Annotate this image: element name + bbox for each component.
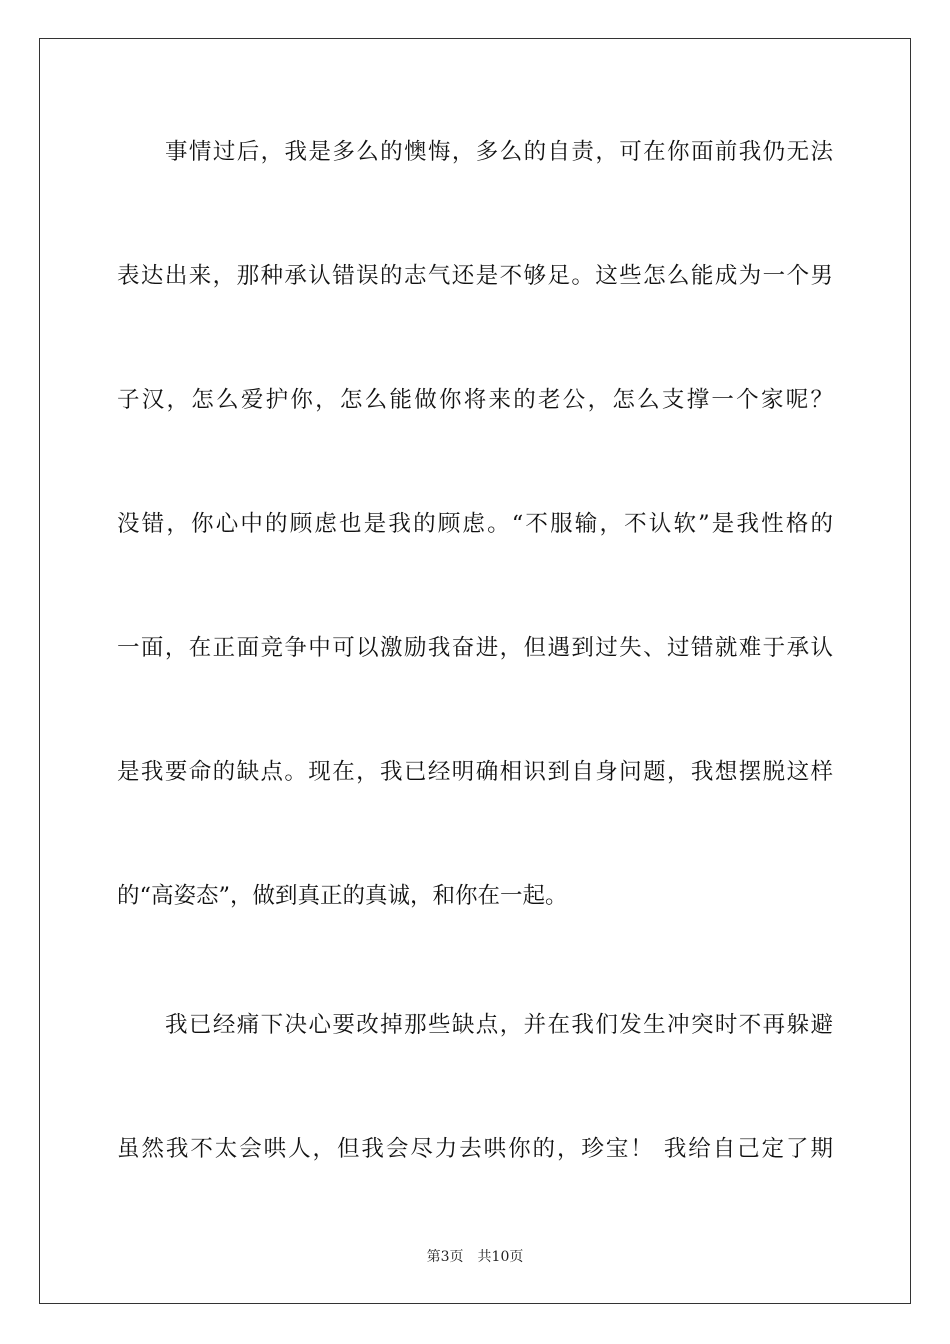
page-border [39,38,911,1304]
paragraph-1-line-1: 事情过后，我是多么的懊悔，多么的自责，可在你面前我仍无法 [165,139,833,165]
paragraph-1-line-2: 表达出来，那种承认错误的志气还是不够足。这些怎么能成为一个男 [117,263,833,289]
paragraph-2-line-1: 我已经痛下决心要改掉那些缺点，并在我们发生冲突时不再躲避 [165,1012,833,1038]
paragraph-1-line-4: 没错，你心中的顾虑也是我的顾虑。“不服输，不认软”是我性格的 [117,511,833,537]
page-number-footer: 第3页 共10页 [426,1249,524,1265]
paragraph-1-line-5: 一面，在正面竞争中可以激励我奋进，但遇到过失、过错就难于承认 [117,635,833,661]
paragraph-1-line-7: 的“高姿态”，做到真正的真诚，和你在一起。 [117,883,568,909]
paragraph-2-line-2: 虽然我不太会哄人，但我会尽力去哄你的，珍宝！ 我给自己定了期 [117,1136,833,1162]
paragraph-1-line-3: 子汉，怎么爱护你，怎么能做你将来的老公，怎么支撑一个家呢？ [117,387,833,413]
paragraph-1-line-6: 是我要命的缺点。现在，我已经明确相识到自身问题，我想摆脱这样 [117,759,833,785]
